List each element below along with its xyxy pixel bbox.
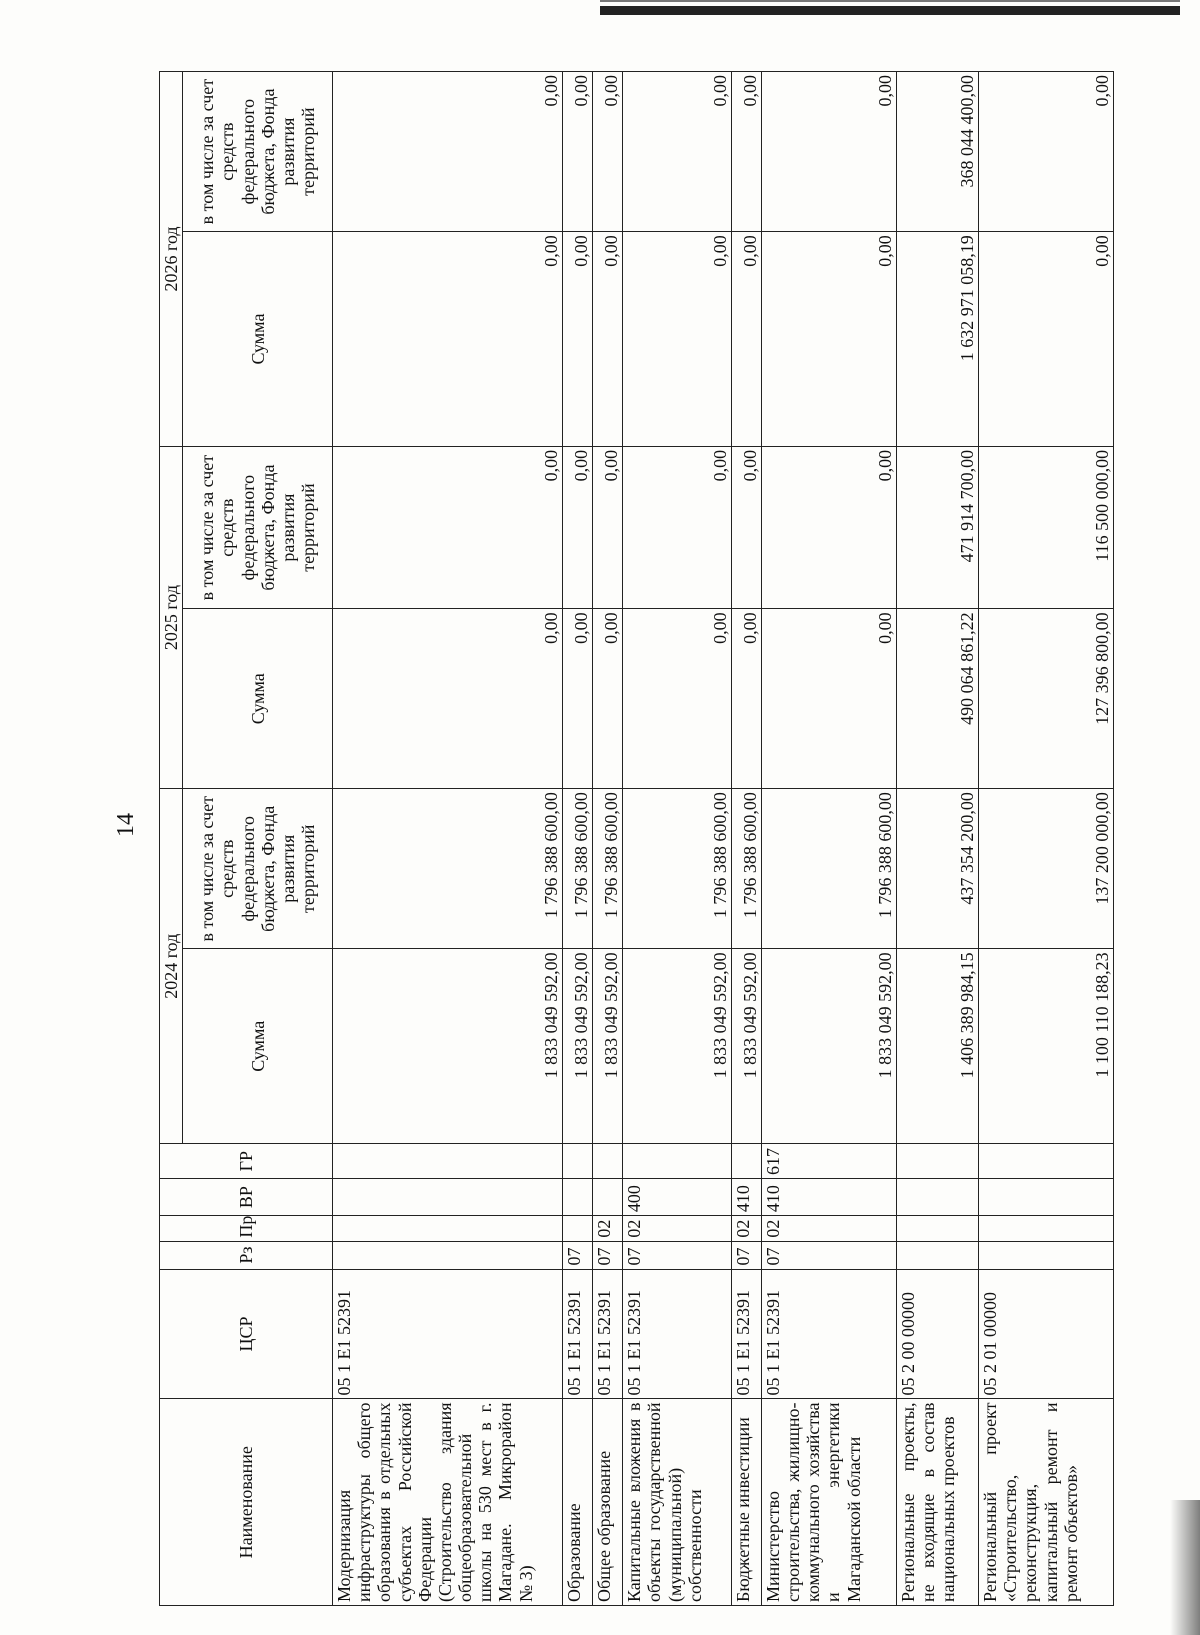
row-federal-2024: 1 796 388 600,00: [333, 789, 563, 949]
table-row: [593, 72, 623, 1606]
row-name: Региональный проект «Строительство, реконструкция, капитальный ремонт и ремонт объектов»: [979, 1399, 1114, 1606]
row-vr: [896, 1179, 978, 1216]
row-sum-2026: 0,00: [563, 232, 593, 447]
row-federal-2025: 0,00: [623, 446, 732, 608]
header-federal-2025: в том числе за счет средств федерального бюджета, Фонда развития территорий: [183, 446, 333, 608]
row-vr: 410: [761, 1179, 896, 1216]
row-csr: 05 1 E1 52391: [761, 1269, 896, 1399]
row-sum-2024: 1 833 049 592,00: [623, 949, 732, 1144]
scan-top-line: [600, 0, 1180, 2]
row-sum-2026: 1 632 971 058,19: [896, 232, 978, 447]
row-pr: 02: [761, 1216, 896, 1242]
table-row: [761, 72, 896, 1606]
row-rz: 07: [761, 1241, 896, 1269]
row-sum-2024: 1 833 049 592,00: [593, 949, 623, 1144]
row-sum-2026: 0,00: [731, 232, 761, 447]
row-name: Образование: [563, 1399, 593, 1606]
row-federal-2024: 437 354 200,00: [896, 789, 978, 949]
scan-top-border: [600, 6, 1180, 15]
row-sum-2025: 0,00: [563, 609, 593, 789]
scan-edge-shadow: [1170, 1500, 1200, 1635]
header-sum-2024: Сумма: [183, 949, 333, 1144]
row-federal-2025: 0,00: [563, 446, 593, 608]
row-name: Общее образование: [593, 1399, 623, 1606]
row-gr: [563, 1144, 593, 1179]
row-federal-2024: 1 796 388 600,00: [761, 789, 896, 949]
row-pr: 02: [623, 1216, 732, 1242]
header-csr: ЦСР: [160, 1269, 333, 1399]
row-sum-2025: 0,00: [761, 609, 896, 789]
row-rz: 07: [593, 1241, 623, 1269]
row-federal-2025: 0,00: [333, 446, 563, 608]
row-federal-2025: 471 914 700,00: [896, 446, 978, 608]
row-csr: 05 2 01 00000: [979, 1269, 1114, 1399]
row-sum-2025: 127 396 800,00: [979, 609, 1114, 789]
budget-table: [159, 71, 1114, 1606]
row-sum-2026: 0,00: [761, 232, 896, 447]
row-vr: [979, 1179, 1114, 1216]
row-gr: [979, 1144, 1114, 1179]
row-sum-2024: 1 833 049 592,00: [563, 949, 593, 1144]
row-csr: 05 1 E1 52391: [593, 1269, 623, 1399]
row-pr: [563, 1216, 593, 1242]
row-federal-2025: 0,00: [593, 446, 623, 608]
row-sum-2024: 1 406 389 984,15: [896, 949, 978, 1144]
table-row: [563, 72, 593, 1606]
row-name: Региональные проекты, не входящие в состав национальных проектов: [896, 1399, 978, 1606]
header-vr: ВР: [160, 1179, 333, 1216]
row-vr: [563, 1179, 593, 1216]
rotated-table-container: [159, 71, 1114, 1606]
table-row: [979, 72, 1114, 1606]
row-federal-2026: 0,00: [593, 72, 623, 232]
row-pr: [979, 1216, 1114, 1242]
row-rz: 07: [731, 1241, 761, 1269]
row-vr: 400: [623, 1179, 732, 1216]
row-gr: [731, 1144, 761, 1179]
row-federal-2024: 1 796 388 600,00: [593, 789, 623, 949]
row-csr: 05 1 E1 52391: [623, 1269, 732, 1399]
header-year-2024: 2024 год: [160, 789, 183, 1144]
header-sum-2025: Сумма: [183, 609, 333, 789]
row-sum-2025: 0,00: [731, 609, 761, 789]
row-name: Бюджетные инвестиции: [731, 1399, 761, 1606]
header-federal-2024: в том числе за счет средств федерального бюджета, Фонда развития территорий: [183, 789, 333, 949]
header-gr: ГР: [160, 1144, 333, 1179]
header-rz: Рз: [160, 1241, 333, 1269]
row-sum-2025: 0,00: [333, 609, 563, 789]
row-pr: 02: [731, 1216, 761, 1242]
row-gr: [333, 1144, 563, 1179]
row-sum-2024: 1 100 110 188,23: [979, 949, 1114, 1144]
header-name: Наименование: [160, 1399, 333, 1606]
row-federal-2024: 1 796 388 600,00: [563, 789, 593, 949]
header-pr: Пр: [160, 1216, 333, 1242]
page-number: 14: [113, 813, 139, 837]
row-federal-2024: 1 796 388 600,00: [623, 789, 732, 949]
row-federal-2026: 0,00: [623, 72, 732, 232]
row-federal-2026: 0,00: [761, 72, 896, 232]
header-year-2026: 2026 год: [160, 72, 183, 447]
row-federal-2024: 1 796 388 600,00: [731, 789, 761, 949]
row-federal-2025: 116 500 000,00: [979, 446, 1114, 608]
row-sum-2026: 0,00: [623, 232, 732, 447]
table-row: [623, 72, 732, 1606]
row-federal-2025: 0,00: [731, 446, 761, 608]
row-rz: [896, 1241, 978, 1269]
row-rz: 07: [563, 1241, 593, 1269]
row-name: Капитальные вложения в объекты государственной (муниципальной) собственности: [623, 1399, 732, 1606]
row-federal-2026: 0,00: [731, 72, 761, 232]
row-gr: [896, 1144, 978, 1179]
header-row-years: [160, 72, 183, 1606]
row-gr: [623, 1144, 732, 1179]
row-sum-2024: 1 833 049 592,00: [333, 949, 563, 1144]
row-rz: [333, 1241, 563, 1269]
row-pr: [896, 1216, 978, 1242]
row-vr: 410: [731, 1179, 761, 1216]
table-row: [333, 72, 563, 1606]
row-csr: 05 1 E1 52391: [563, 1269, 593, 1399]
row-rz: 07: [623, 1241, 732, 1269]
row-csr: 05 1 E1 52391: [333, 1269, 563, 1399]
row-vr: [333, 1179, 563, 1216]
row-sum-2026: 0,00: [979, 232, 1114, 447]
header-year-2025: 2025 год: [160, 446, 183, 788]
row-name: Министерство строительства, жилищно-коммунального хозяйства и энергетики Магаданской области: [761, 1399, 896, 1606]
row-rz: [979, 1241, 1114, 1269]
header-sum-2026: Сумма: [183, 232, 333, 447]
row-sum-2025: 0,00: [623, 609, 732, 789]
row-csr: 05 2 00 00000: [896, 1269, 978, 1399]
row-federal-2026: 0,00: [979, 72, 1114, 232]
row-gr: [593, 1144, 623, 1179]
row-federal-2025: 0,00: [761, 446, 896, 608]
row-federal-2026: 368 044 400,00: [896, 72, 978, 232]
row-sum-2025: 0,00: [593, 609, 623, 789]
row-federal-2024: 137 200 000,00: [979, 789, 1114, 949]
row-sum-2025: 490 064 861,22: [896, 609, 978, 789]
header-federal-2026: в том числе за счет средств федерального бюджета, Фонда развития территорий: [183, 72, 333, 232]
row-federal-2026: 0,00: [333, 72, 563, 232]
row-vr: [593, 1179, 623, 1216]
row-sum-2024: 1 833 049 592,00: [761, 949, 896, 1144]
table-row: [731, 72, 761, 1606]
row-sum-2026: 0,00: [333, 232, 563, 447]
row-pr: [333, 1216, 563, 1242]
table-row: [896, 72, 978, 1606]
row-sum-2026: 0,00: [593, 232, 623, 447]
row-federal-2026: 0,00: [563, 72, 593, 232]
row-pr: 02: [593, 1216, 623, 1242]
row-name: Модернизация инфраструктуры общего образования в отдельных субъектах Российской Федерации (Строительство здания общеобразовательной школы на 530 мест в г. Магадане. Микрорайон № 3): [333, 1399, 563, 1606]
row-sum-2024: 1 833 049 592,00: [731, 949, 761, 1144]
row-csr: 05 1 E1 52391: [731, 1269, 761, 1399]
row-gr: 617: [761, 1144, 896, 1179]
